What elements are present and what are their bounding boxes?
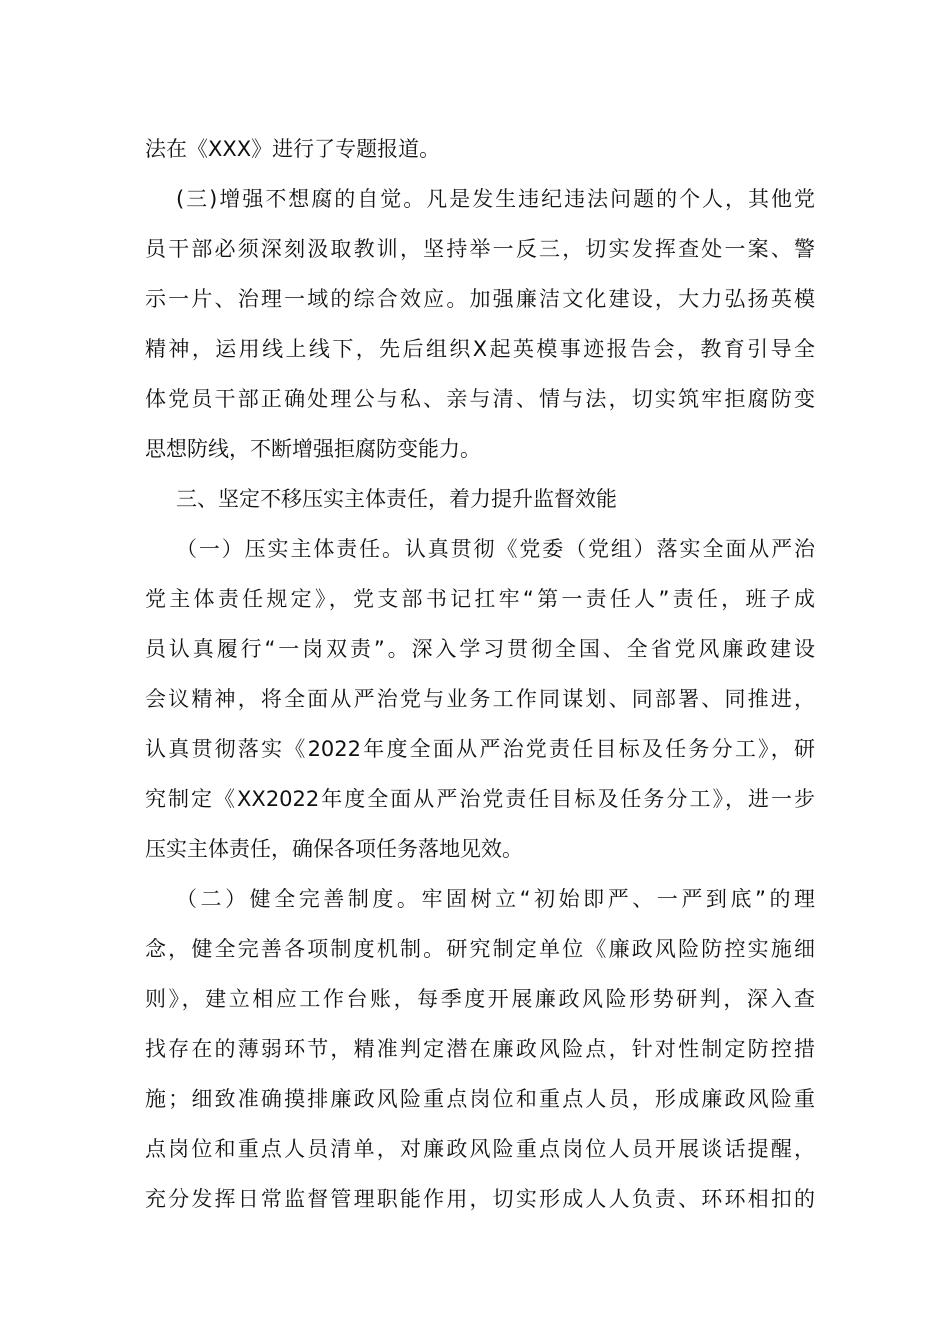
text-line: 究制定《XX2022年度全面从严治党责任目标及任务分工》，进一步	[145, 787, 815, 811]
text-line: (三)增强不想腐的自觉。凡是发生违纪违法问题的个人，其他党	[176, 187, 815, 211]
text-line: 认真贯彻落实《2022年度全面从严治党责任目标及任务分工》，研	[145, 737, 815, 761]
text-line: 思想防线，不断增强拒腐防变能力。	[145, 437, 481, 461]
text-line: 充分发挥日常监督管理职能作用，切实形成人人负责、环环相扣的	[145, 1187, 815, 1211]
text-line: 精神，运用线上线下，先后组织X起英模事迹报告会，教育引导全	[145, 337, 815, 361]
text-line: 体党员干部正确处理公与私、亲与清、情与法，切实筑牢拒腐防变	[145, 387, 815, 411]
text-line: （一）压实主体责任。认真贯彻《党委（党组）落实全面从严治	[176, 537, 815, 561]
text-line: 员认真履行“一岗双责”。深入学习贯彻全国、全省党风廉政建设	[145, 637, 815, 661]
section-heading: 三、坚定不移压实主体责任，着力提升监督效能	[176, 487, 617, 511]
text-line: 则》，建立相应工作台账，每季度开展廉政风险形势研判，深入查	[145, 987, 815, 1011]
text-line: 施；细致准确摸排廉政风险重点岗位和重点人员，形成廉政风险重	[145, 1087, 815, 1111]
text-line: （二）健全完善制度。牢固树立“初始即严、一严到底”的理	[176, 887, 815, 911]
text-line: 念，健全完善各项制度机制。研究制定单位《廉政风险防控实施细	[145, 937, 815, 961]
text-line: 点岗位和重点人员清单，对廉政风险重点岗位人员开展谈话提醒，	[145, 1137, 815, 1161]
text-line: 会议精神，将全面从严治党与业务工作同谋划、同部署、同推进，	[145, 687, 815, 711]
text-line: 党主体责任规定》，党支部书记扛牢“第一责任人”责任，班子成	[145, 587, 815, 611]
text-line: 示一片、治理一域的综合效应。加强廉洁文化建设，大力弘扬英模	[145, 287, 815, 311]
text-line: 法在《XXX》进行了专题报道。	[145, 137, 441, 161]
text-line: 找存在的薄弱环节，精准判定潜在廉政风险点，针对性制定防控措	[145, 1037, 815, 1061]
text-line: 压实主体责任，确保各项任务落地见效。	[145, 837, 523, 861]
text-line: 员干部必须深刻汲取教训，坚持举一反三，切实发挥查处一案、警	[145, 237, 815, 261]
